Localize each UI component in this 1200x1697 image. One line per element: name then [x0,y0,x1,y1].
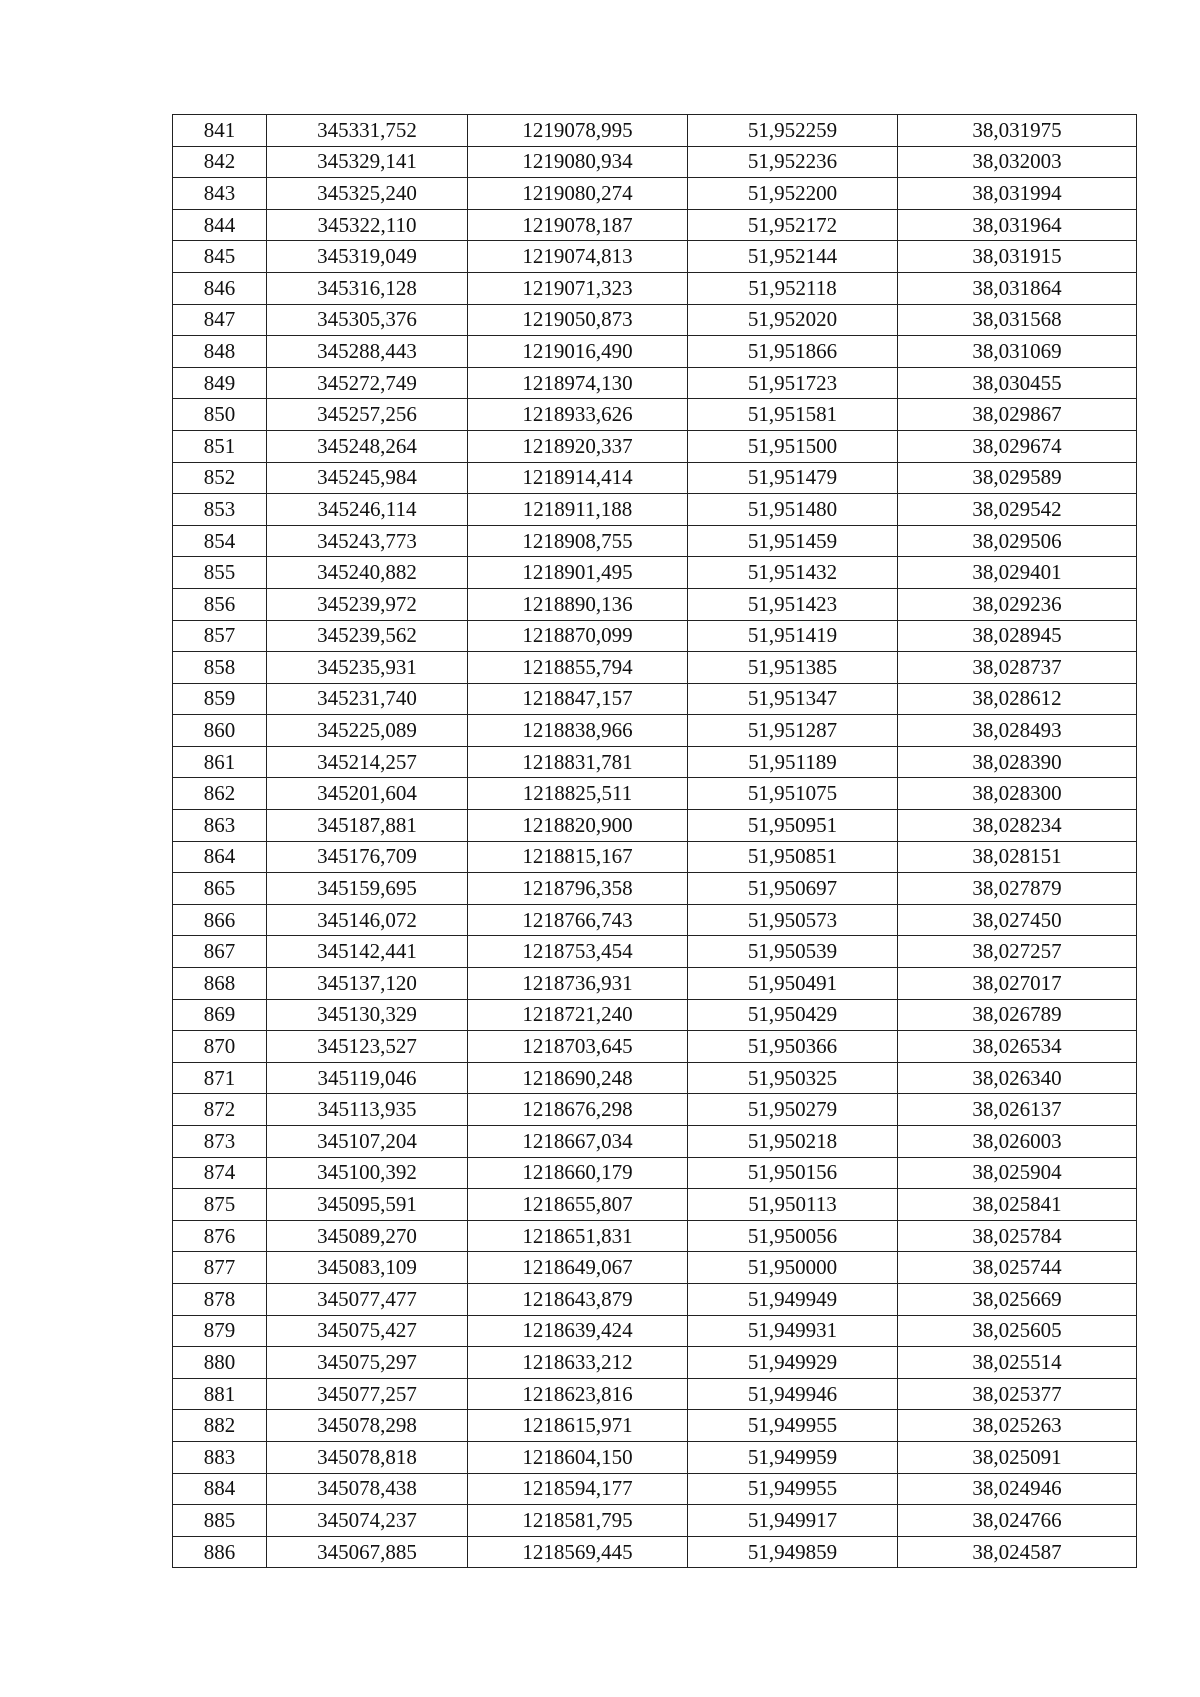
x-coordinate-cell: 345246,114 [267,494,468,526]
table-row [173,1410,1137,1442]
y-coordinate-cell: 1219078,995 [468,115,688,147]
point-number-cell: 883 [173,1441,267,1473]
table-row [173,336,1137,368]
table-row [173,999,1137,1031]
y-coordinate-cell: 1219080,274 [468,178,688,210]
table-row [173,1252,1137,1284]
longitude-cell: 38,027450 [898,904,1137,936]
y-coordinate-cell: 1218815,167 [468,841,688,873]
x-coordinate-cell: 345248,264 [267,430,468,462]
x-coordinate-cell: 345325,240 [267,178,468,210]
longitude-cell: 38,032003 [898,146,1137,178]
x-coordinate-cell: 345159,695 [267,873,468,905]
x-coordinate-cell: 345235,931 [267,652,468,684]
longitude-cell: 38,031568 [898,304,1137,336]
latitude-cell: 51,950851 [688,841,898,873]
y-coordinate-cell: 1218660,179 [468,1157,688,1189]
table-row [173,241,1137,273]
longitude-cell: 38,025744 [898,1252,1137,1284]
latitude-cell: 51,951385 [688,652,898,684]
point-number-cell: 867 [173,936,267,968]
latitude-cell: 51,950491 [688,968,898,1000]
table-row [173,1094,1137,1126]
latitude-cell: 51,952144 [688,241,898,273]
longitude-cell: 38,031964 [898,209,1137,241]
x-coordinate-cell: 345077,257 [267,1378,468,1410]
longitude-cell: 38,025605 [898,1315,1137,1347]
longitude-cell: 38,028945 [898,620,1137,652]
y-coordinate-cell: 1218721,240 [468,999,688,1031]
longitude-cell: 38,028390 [898,746,1137,778]
point-number-cell: 847 [173,304,267,336]
latitude-cell: 51,952020 [688,304,898,336]
table-row [173,494,1137,526]
table-row [173,588,1137,620]
x-coordinate-cell: 345176,709 [267,841,468,873]
x-coordinate-cell: 345243,773 [267,525,468,557]
table-row [173,146,1137,178]
coordinates-table [172,114,1137,1568]
longitude-cell: 38,027257 [898,936,1137,968]
coordinates-table-body [173,115,1137,1568]
x-coordinate-cell: 345322,110 [267,209,468,241]
table-row [173,652,1137,684]
x-coordinate-cell: 345288,443 [267,336,468,368]
table-row [173,1378,1137,1410]
x-coordinate-cell: 345225,089 [267,715,468,747]
y-coordinate-cell: 1218766,743 [468,904,688,936]
point-number-cell: 855 [173,557,267,589]
table-row [173,1157,1137,1189]
longitude-cell: 38,029542 [898,494,1137,526]
point-number-cell: 843 [173,178,267,210]
y-coordinate-cell: 1218690,248 [468,1062,688,1094]
point-number-cell: 871 [173,1062,267,1094]
x-coordinate-cell: 345231,740 [267,683,468,715]
latitude-cell: 51,949917 [688,1505,898,1537]
latitude-cell: 51,950951 [688,810,898,842]
point-number-cell: 868 [173,968,267,1000]
y-coordinate-cell: 1218838,966 [468,715,688,747]
table-row [173,1441,1137,1473]
point-number-cell: 884 [173,1473,267,1505]
longitude-cell: 38,025669 [898,1283,1137,1315]
y-coordinate-cell: 1218820,900 [468,810,688,842]
point-number-cell: 869 [173,999,267,1031]
longitude-cell: 38,027017 [898,968,1137,1000]
y-coordinate-cell: 1218736,931 [468,968,688,1000]
longitude-cell: 38,028493 [898,715,1137,747]
y-coordinate-cell: 1218667,034 [468,1126,688,1158]
longitude-cell: 38,026534 [898,1031,1137,1063]
latitude-cell: 51,949859 [688,1536,898,1568]
table-row [173,1473,1137,1505]
table-row [173,873,1137,905]
latitude-cell: 51,950325 [688,1062,898,1094]
point-number-cell: 863 [173,810,267,842]
x-coordinate-cell: 345074,237 [267,1505,468,1537]
y-coordinate-cell: 1218651,831 [468,1220,688,1252]
x-coordinate-cell: 345329,141 [267,146,468,178]
latitude-cell: 51,950056 [688,1220,898,1252]
x-coordinate-cell: 345240,882 [267,557,468,589]
longitude-cell: 38,026137 [898,1094,1137,1126]
latitude-cell: 51,950573 [688,904,898,936]
latitude-cell: 51,950113 [688,1189,898,1221]
table-row [173,968,1137,1000]
point-number-cell: 878 [173,1283,267,1315]
latitude-cell: 51,951479 [688,462,898,494]
latitude-cell: 51,950697 [688,873,898,905]
x-coordinate-cell: 345257,256 [267,399,468,431]
table-row [173,1315,1137,1347]
table-row [173,525,1137,557]
table-row [173,1505,1137,1537]
longitude-cell: 38,031915 [898,241,1137,273]
longitude-cell: 38,025514 [898,1347,1137,1379]
longitude-cell: 38,029867 [898,399,1137,431]
table-row [173,683,1137,715]
y-coordinate-cell: 1218933,626 [468,399,688,431]
x-coordinate-cell: 345113,935 [267,1094,468,1126]
latitude-cell: 51,951480 [688,494,898,526]
longitude-cell: 38,024946 [898,1473,1137,1505]
longitude-cell: 38,025377 [898,1378,1137,1410]
longitude-cell: 38,024766 [898,1505,1137,1537]
x-coordinate-cell: 345078,818 [267,1441,468,1473]
y-coordinate-cell: 1218676,298 [468,1094,688,1126]
longitude-cell: 38,024587 [898,1536,1137,1568]
x-coordinate-cell: 345142,441 [267,936,468,968]
table-row [173,1283,1137,1315]
y-coordinate-cell: 1218615,971 [468,1410,688,1442]
latitude-cell: 51,950279 [688,1094,898,1126]
longitude-cell: 38,028300 [898,778,1137,810]
y-coordinate-cell: 1218831,781 [468,746,688,778]
x-coordinate-cell: 345078,438 [267,1473,468,1505]
x-coordinate-cell: 345095,591 [267,1189,468,1221]
table-row [173,746,1137,778]
point-number-cell: 862 [173,778,267,810]
point-number-cell: 872 [173,1094,267,1126]
y-coordinate-cell: 1218908,755 [468,525,688,557]
point-number-cell: 856 [173,588,267,620]
latitude-cell: 51,952118 [688,272,898,304]
table-row [173,430,1137,462]
latitude-cell: 51,951423 [688,588,898,620]
point-number-cell: 859 [173,683,267,715]
longitude-cell: 38,025904 [898,1157,1137,1189]
latitude-cell: 51,951723 [688,367,898,399]
y-coordinate-cell: 1218914,414 [468,462,688,494]
longitude-cell: 38,029589 [898,462,1137,494]
y-coordinate-cell: 1219050,873 [468,304,688,336]
point-number-cell: 880 [173,1347,267,1379]
point-number-cell: 861 [173,746,267,778]
y-coordinate-cell: 1218870,099 [468,620,688,652]
y-coordinate-cell: 1218639,424 [468,1315,688,1347]
longitude-cell: 38,031864 [898,272,1137,304]
table-row [173,367,1137,399]
latitude-cell: 51,951347 [688,683,898,715]
y-coordinate-cell: 1219074,813 [468,241,688,273]
latitude-cell: 51,949949 [688,1283,898,1315]
x-coordinate-cell: 345083,109 [267,1252,468,1284]
table-row [173,620,1137,652]
x-coordinate-cell: 345078,298 [267,1410,468,1442]
table-row [173,1126,1137,1158]
longitude-cell: 38,025263 [898,1410,1137,1442]
y-coordinate-cell: 1218569,445 [468,1536,688,1568]
longitude-cell: 38,028737 [898,652,1137,684]
point-number-cell: 866 [173,904,267,936]
point-number-cell: 854 [173,525,267,557]
point-number-cell: 864 [173,841,267,873]
longitude-cell: 38,028151 [898,841,1137,873]
latitude-cell: 51,951459 [688,525,898,557]
point-number-cell: 846 [173,272,267,304]
x-coordinate-cell: 345316,128 [267,272,468,304]
latitude-cell: 51,952259 [688,115,898,147]
latitude-cell: 51,952236 [688,146,898,178]
latitude-cell: 51,950539 [688,936,898,968]
table-row [173,1536,1137,1568]
table-row [173,1062,1137,1094]
x-coordinate-cell: 345305,376 [267,304,468,336]
x-coordinate-cell: 345137,120 [267,968,468,1000]
y-coordinate-cell: 1218633,212 [468,1347,688,1379]
latitude-cell: 51,951581 [688,399,898,431]
point-number-cell: 881 [173,1378,267,1410]
longitude-cell: 38,027879 [898,873,1137,905]
table-row [173,810,1137,842]
latitude-cell: 51,951866 [688,336,898,368]
y-coordinate-cell: 1218911,188 [468,494,688,526]
y-coordinate-cell: 1218753,454 [468,936,688,968]
latitude-cell: 51,949959 [688,1441,898,1473]
x-coordinate-cell: 345187,881 [267,810,468,842]
y-coordinate-cell: 1218847,157 [468,683,688,715]
x-coordinate-cell: 345245,984 [267,462,468,494]
latitude-cell: 51,949946 [688,1378,898,1410]
table-row [173,904,1137,936]
table-row [173,399,1137,431]
y-coordinate-cell: 1218974,130 [468,367,688,399]
table-row [173,841,1137,873]
longitude-cell: 38,031994 [898,178,1137,210]
point-number-cell: 886 [173,1536,267,1568]
point-number-cell: 851 [173,430,267,462]
latitude-cell: 51,949955 [688,1410,898,1442]
point-number-cell: 841 [173,115,267,147]
x-coordinate-cell: 345214,257 [267,746,468,778]
longitude-cell: 38,026003 [898,1126,1137,1158]
longitude-cell: 38,029236 [898,588,1137,620]
y-coordinate-cell: 1218604,150 [468,1441,688,1473]
y-coordinate-cell: 1218581,795 [468,1505,688,1537]
latitude-cell: 51,952172 [688,209,898,241]
table-row [173,462,1137,494]
y-coordinate-cell: 1218796,358 [468,873,688,905]
latitude-cell: 51,949929 [688,1347,898,1379]
x-coordinate-cell: 345075,297 [267,1347,468,1379]
longitude-cell: 38,030455 [898,367,1137,399]
table-row [173,936,1137,968]
y-coordinate-cell: 1219078,187 [468,209,688,241]
x-coordinate-cell: 345239,562 [267,620,468,652]
x-coordinate-cell: 345107,204 [267,1126,468,1158]
longitude-cell: 38,025784 [898,1220,1137,1252]
point-number-cell: 857 [173,620,267,652]
latitude-cell: 51,950429 [688,999,898,1031]
point-number-cell: 853 [173,494,267,526]
x-coordinate-cell: 345146,072 [267,904,468,936]
latitude-cell: 51,950000 [688,1252,898,1284]
y-coordinate-cell: 1218643,879 [468,1283,688,1315]
point-number-cell: 845 [173,241,267,273]
point-number-cell: 858 [173,652,267,684]
latitude-cell: 51,949931 [688,1315,898,1347]
longitude-cell: 38,025091 [898,1441,1137,1473]
point-number-cell: 844 [173,209,267,241]
table-row [173,778,1137,810]
latitude-cell: 51,951432 [688,557,898,589]
y-coordinate-cell: 1218855,794 [468,652,688,684]
table-row [173,272,1137,304]
point-number-cell: 850 [173,399,267,431]
latitude-cell: 51,949955 [688,1473,898,1505]
point-number-cell: 875 [173,1189,267,1221]
table-row [173,209,1137,241]
y-coordinate-cell: 1218890,136 [468,588,688,620]
y-coordinate-cell: 1218655,807 [468,1189,688,1221]
point-number-cell: 877 [173,1252,267,1284]
x-coordinate-cell: 345089,270 [267,1220,468,1252]
point-number-cell: 879 [173,1315,267,1347]
longitude-cell: 38,031975 [898,115,1137,147]
point-number-cell: 865 [173,873,267,905]
point-number-cell: 842 [173,146,267,178]
x-coordinate-cell: 345272,749 [267,367,468,399]
y-coordinate-cell: 1218703,645 [468,1031,688,1063]
x-coordinate-cell: 345130,329 [267,999,468,1031]
table-row [173,557,1137,589]
table-row [173,1220,1137,1252]
y-coordinate-cell: 1219071,323 [468,272,688,304]
longitude-cell: 38,029674 [898,430,1137,462]
point-number-cell: 852 [173,462,267,494]
table-row [173,715,1137,747]
latitude-cell: 51,951189 [688,746,898,778]
latitude-cell: 51,950366 [688,1031,898,1063]
longitude-cell: 38,025841 [898,1189,1137,1221]
x-coordinate-cell: 345123,527 [267,1031,468,1063]
x-coordinate-cell: 345119,046 [267,1062,468,1094]
x-coordinate-cell: 345239,972 [267,588,468,620]
longitude-cell: 38,026789 [898,999,1137,1031]
x-coordinate-cell: 345331,752 [267,115,468,147]
y-coordinate-cell: 1218825,511 [468,778,688,810]
point-number-cell: 874 [173,1157,267,1189]
table-row [173,115,1137,147]
latitude-cell: 51,951075 [688,778,898,810]
longitude-cell: 38,026340 [898,1062,1137,1094]
y-coordinate-cell: 1219016,490 [468,336,688,368]
longitude-cell: 38,031069 [898,336,1137,368]
point-number-cell: 876 [173,1220,267,1252]
x-coordinate-cell: 345319,049 [267,241,468,273]
point-number-cell: 849 [173,367,267,399]
x-coordinate-cell: 345075,427 [267,1315,468,1347]
table-row [173,1031,1137,1063]
longitude-cell: 38,028234 [898,810,1137,842]
x-coordinate-cell: 345077,477 [267,1283,468,1315]
point-number-cell: 882 [173,1410,267,1442]
x-coordinate-cell: 345100,392 [267,1157,468,1189]
point-number-cell: 885 [173,1505,267,1537]
y-coordinate-cell: 1218594,177 [468,1473,688,1505]
table-row [173,304,1137,336]
latitude-cell: 51,951287 [688,715,898,747]
longitude-cell: 38,029506 [898,525,1137,557]
latitude-cell: 51,951419 [688,620,898,652]
latitude-cell: 51,952200 [688,178,898,210]
table-row [173,178,1137,210]
y-coordinate-cell: 1218623,816 [468,1378,688,1410]
point-number-cell: 870 [173,1031,267,1063]
point-number-cell: 848 [173,336,267,368]
x-coordinate-cell: 345201,604 [267,778,468,810]
y-coordinate-cell: 1218920,337 [468,430,688,462]
latitude-cell: 51,951500 [688,430,898,462]
y-coordinate-cell: 1218901,495 [468,557,688,589]
table-row [173,1189,1137,1221]
point-number-cell: 873 [173,1126,267,1158]
longitude-cell: 38,028612 [898,683,1137,715]
y-coordinate-cell: 1219080,934 [468,146,688,178]
point-number-cell: 860 [173,715,267,747]
longitude-cell: 38,029401 [898,557,1137,589]
table-row [173,1347,1137,1379]
latitude-cell: 51,950218 [688,1126,898,1158]
x-coordinate-cell: 345067,885 [267,1536,468,1568]
y-coordinate-cell: 1218649,067 [468,1252,688,1284]
latitude-cell: 51,950156 [688,1157,898,1189]
